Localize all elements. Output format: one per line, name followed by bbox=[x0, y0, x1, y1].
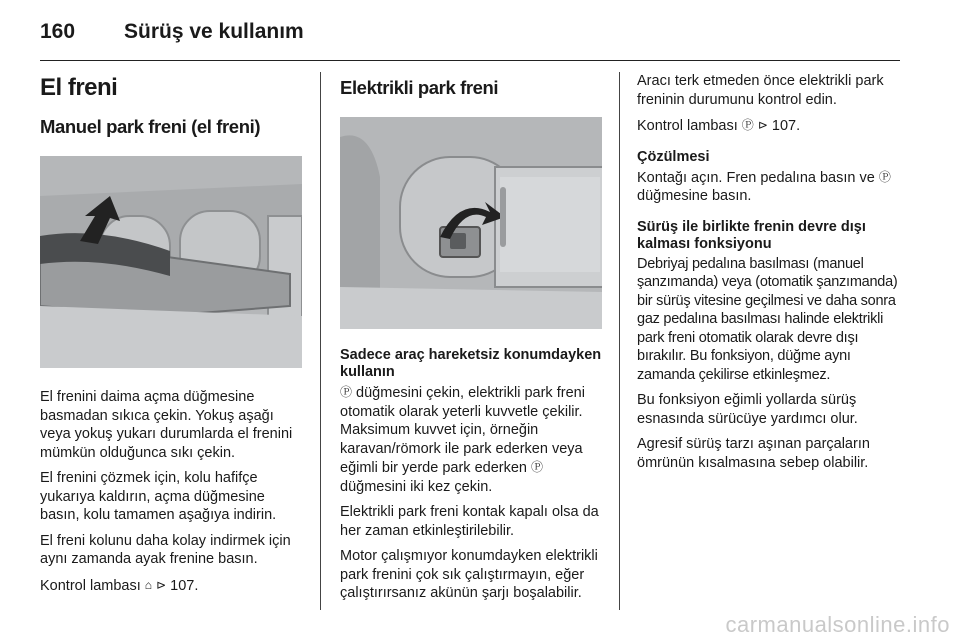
parking-brake-icon: Ⓟ bbox=[878, 169, 891, 184]
text-run: düğmesini iki kez çekin. bbox=[340, 478, 493, 495]
section-heading: Elektrikli park freni bbox=[340, 77, 499, 98]
paragraph: Aracı terk etmeden önce elektrikli park freninin durumunu kontrol edin. bbox=[637, 73, 884, 108]
watermark: carmanualsonline.info bbox=[725, 612, 950, 637]
column-3 bbox=[637, 72, 903, 479]
paragraph: El frenini daima açma düğmesine basmadan sıkıca çekin. Yokuş aşağı veya yokuş yukarı durumlarda el frenini mümkün olduğunca sıkı çekin. bbox=[40, 389, 293, 461]
handbrake-warning-icon: ⌂ bbox=[144, 577, 153, 592]
text-run: düğmesine basın. bbox=[637, 188, 752, 204]
column-divider-2 bbox=[619, 72, 620, 610]
chapter-title: El freni bbox=[40, 74, 118, 101]
subsection-heading: Çözülmesi bbox=[637, 148, 710, 165]
paragraph bbox=[340, 383, 602, 496]
paragraph: Elektrikli park freni kontak kapalı olsa da her zaman etkinleştirilebilir. bbox=[340, 504, 599, 539]
text-run: Kontrol lambası bbox=[40, 577, 141, 594]
electric-brake-figure bbox=[340, 117, 602, 329]
parking-brake-icon: Ⓟ bbox=[741, 118, 754, 132]
electric-parking-brake-switch-illustration bbox=[340, 117, 602, 329]
paragraph: Motor çalışmıyor konumdayken elektrikli park frenini çok sık çalıştırmayın, eğer çalıştırırsanız akünün şarjı boşalabilir. bbox=[340, 548, 598, 601]
paragraph bbox=[40, 576, 304, 596]
parking-brake-icon: Ⓟ bbox=[340, 385, 353, 399]
subsection-heading: Sürüş ile birlikte frenin devre dışı kalması fonksiyonu bbox=[637, 218, 866, 252]
page-reference-link[interactable]: 107. bbox=[170, 577, 199, 594]
section-title: Sürüş ve kullanım bbox=[124, 20, 304, 43]
handbrake-lever-illustration bbox=[40, 156, 302, 368]
page-ref-arrow-icon: ⊳ bbox=[757, 118, 768, 132]
paragraph: Debriyaj pedalına basılması (manuel şanzımanda) veya (otomatik şanzımanda) bir sürüş vitesine geçilmesi ve daha sonra gaz pedalına basılması halinde elektrikli park freni otomatik olarak devre dışı bırakılır. Bu fonksiyon, düğme aynı zamanda çekilirse etkinleşmez. bbox=[637, 255, 898, 383]
text-run: Kontrol lambası bbox=[637, 118, 738, 134]
header-divider bbox=[40, 60, 900, 61]
page-ref-arrow-icon: ⊳ bbox=[156, 577, 167, 592]
handbrake-figure bbox=[40, 156, 302, 368]
text-run: Kontağı açın. Fren pedalına basın ve bbox=[637, 169, 875, 186]
parking-brake-icon: Ⓟ bbox=[531, 460, 544, 474]
paragraph: Bu fonksiyon eğimli yollarda sürüş esnasında sürücüye yardımcı olur. bbox=[637, 392, 858, 427]
paragraph bbox=[637, 116, 903, 136]
column-2 bbox=[340, 72, 602, 610]
subsection-heading: Sadece araç hareketsiz konumdayken kullanın bbox=[340, 347, 602, 380]
column-1 bbox=[40, 72, 304, 602]
section-heading: Manuel park freni (el freni) bbox=[40, 116, 261, 137]
column-divider-1 bbox=[320, 72, 321, 610]
page-reference-link[interactable]: 107. bbox=[771, 118, 801, 134]
paragraph: Agresif sürüş tarzı aşınan parçaların ömrünün kısalmasına sebep olabilir. bbox=[637, 436, 870, 471]
page-number: 160 bbox=[40, 20, 76, 43]
paragraph: El frenini çözmek için, kolu hafifçe yukarıya kaldırın, açma düğmesine basın, kolu tamamen aşağıya indirin. bbox=[40, 470, 277, 523]
page-header bbox=[40, 14, 900, 54]
text-run: düğmesini çekin, elektrikli park freni otomatik olarak yeterli kuvvetle çekilir. Maksimum kuvvet için, örneğin karavan/römork ile park ederken veya eğimli bir yerde park ederken bbox=[340, 385, 585, 476]
paragraph bbox=[637, 168, 903, 206]
paragraph: El freni kolunu daha kolay indirmek için aynı zamanda ayak frenine basın. bbox=[40, 532, 291, 567]
